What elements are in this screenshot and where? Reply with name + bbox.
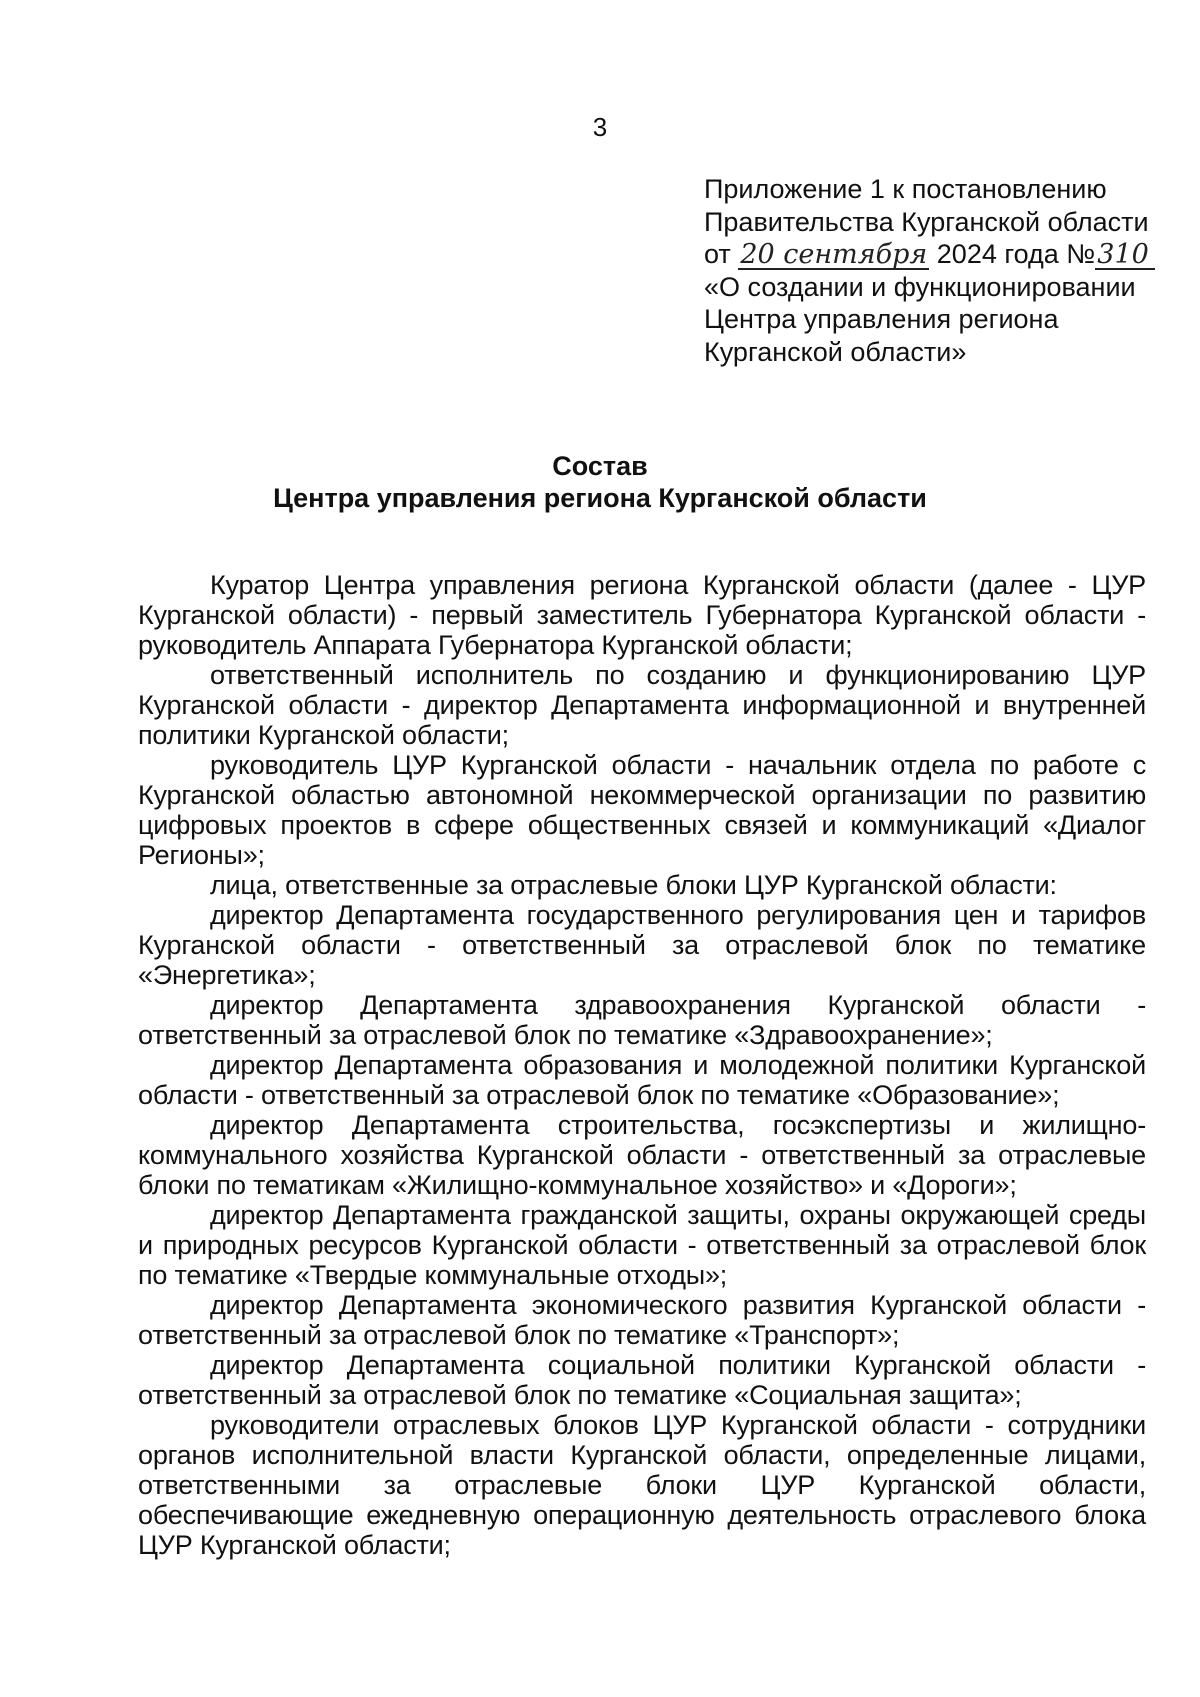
appendix-date-prefix: от [704, 239, 731, 269]
paragraph-transport: директор Департамента экономического развития Курганской области - ответственный за отраслевой блок по тематике «Транспорт»; [138, 1290, 1146, 1350]
document-title: Состав [552, 451, 648, 481]
appendix-header [704, 173, 1174, 368]
paragraph-housing-roads: директор Департамента строительства, госэкспертизы и жилищно-коммунального хозяйства Курганской области - ответственный за отраслевые блоки по тематикам «Жилищно-коммунальное хозяйство» и «Дороги»; [138, 1110, 1146, 1200]
appendix-line-1: Приложение 1 к постановлению [704, 174, 1107, 204]
appendix-line-5: Центра управления региона [704, 304, 1059, 334]
paragraph-healthcare: директор Департамента здравоохранения Курганской области - ответственный за отраслевой блок по тематике «Здравоохранение»; [138, 990, 1146, 1050]
paragraph-sector-heads: руководители отраслевых блоков ЦУР Курганской области - сотрудники органов исполнительной власти Курганской области, определенные лицами, ответственными за отраслевые блоки ЦУР Курганской области, обеспечивающие ежедневную операционную деятельность отраслевого блока ЦУР Курганской области; [138, 1410, 1146, 1560]
paragraph-social-protection: директор Департамента социальной политики Курганской области - ответственный за отраслевой блок по тематике «Социальная защита»; [138, 1350, 1146, 1410]
paragraph-sector-leads-intro: лица, ответственные за отраслевые блоки ЦУР Курганской области: [210, 870, 1057, 900]
paragraph-energy: директор Департамента государственного регулирования цен и тарифов Курганской области - ответственный за отраслевой блок по тематике «Энергетика»; [138, 900, 1146, 990]
handwritten-number: 310 [1095, 242, 1155, 270]
appendix-line-4: «О создании и функционировании [704, 271, 1136, 302]
appendix-line-3 [704, 238, 1174, 271]
paragraph-curator: Куратор Центра управления региона Курганской области (далее - ЦУР Курганской области) - первый заместитель Губернатора Курганской области - руководитель Аппарата Губернатора Курганской области; [138, 570, 1146, 660]
paragraph-head-of-center: руководитель ЦУР Курганской области - начальник отдела по работе с Курганской областью автономной некоммерческой организации по развитию цифровых проектов в сфере общественных связей и коммуникаций «Диалог Регионы»; [138, 750, 1146, 870]
appendix-line-2: Правительства Курганской области [704, 206, 1149, 237]
appendix-line-6: Курганской области» [704, 336, 967, 367]
paragraph-waste: директор Департамента гражданской защиты, охраны окружающей среды и природных ресурсов Курганской области - ответственный за отраслевой блок по тематике «Твердые коммунальные отходы»; [138, 1200, 1146, 1290]
document-body [138, 570, 1146, 1560]
handwritten-date: 20 сентября [740, 239, 928, 270]
appendix-year-number-label: 2024 года № [936, 239, 1096, 269]
page-number: 3 [592, 112, 608, 142]
paragraph-responsible-executor: ответственный исполнитель по созданию и функционированию ЦУР Курганской области - директор Департамента информационной и внутренней политики Курганской области; [138, 660, 1146, 750]
document-subtitle: Центра управления региона Курганской области [273, 483, 927, 513]
paragraph-education: директор Департамента образования и молодежной политики Курганской области - ответственный за отраслевой блок по тематике «Образование»; [138, 1050, 1146, 1110]
